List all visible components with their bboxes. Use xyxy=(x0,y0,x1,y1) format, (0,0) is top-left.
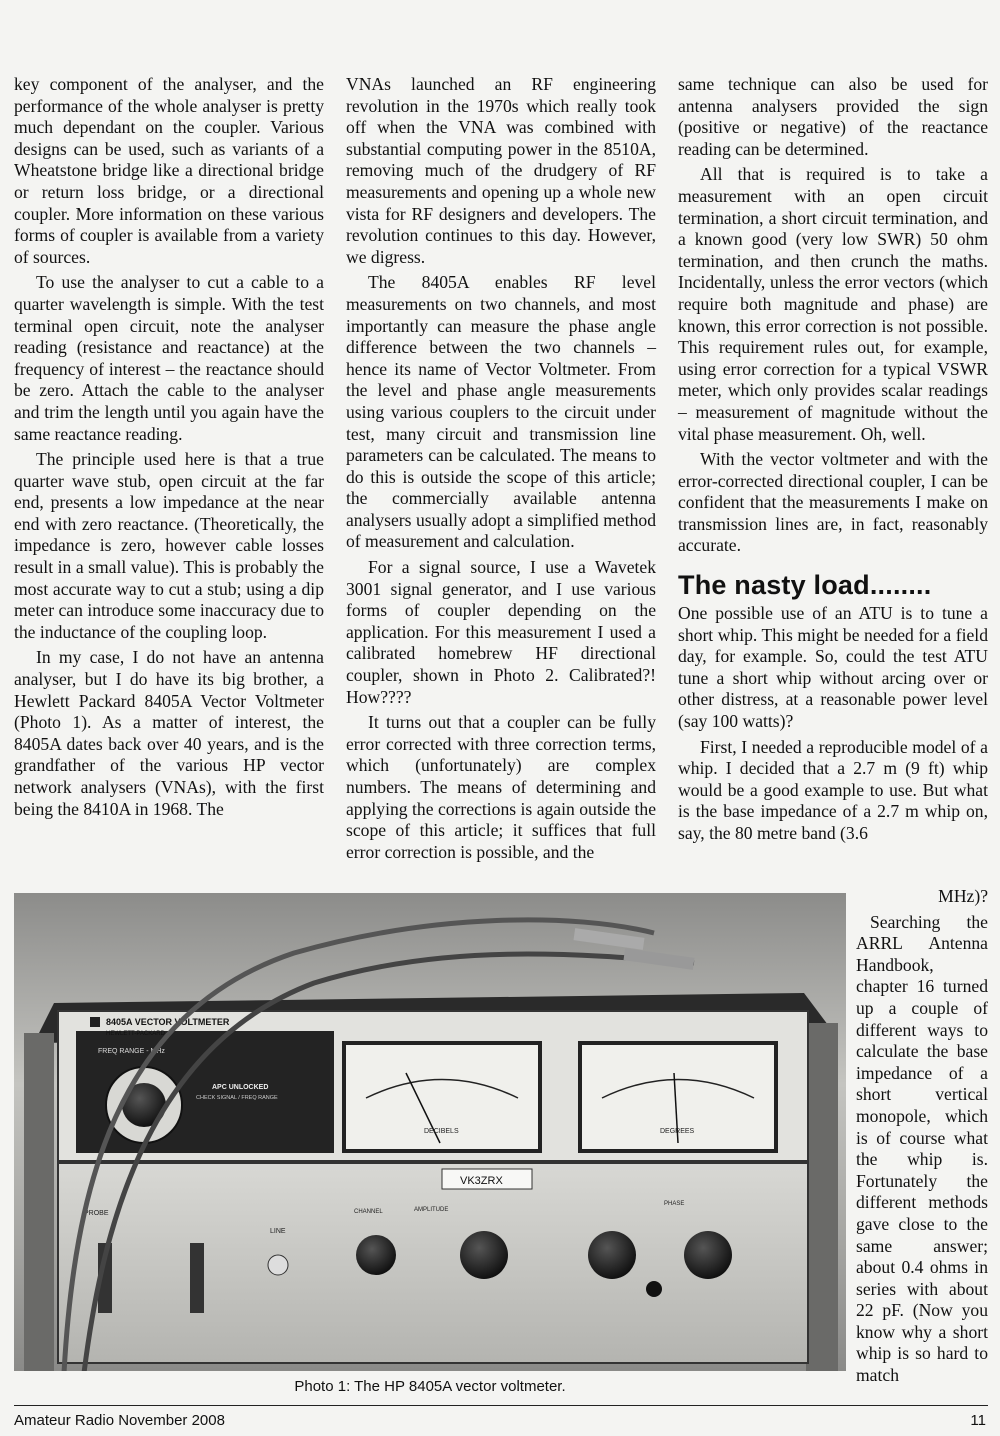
probe-label: PROBE xyxy=(84,1210,109,1217)
apc-label: APC UNLOCKED xyxy=(212,1084,269,1091)
column-1 xyxy=(14,74,324,824)
paragraph: It turns out that a coupler can be fully error corrected with three correction terms, which (unfortunately) are complex numbers. The means of determining and applying the corrections is again outside the scope of this article; it suffices that full error correction is possible, and the xyxy=(346,712,656,862)
column-2 xyxy=(346,74,656,867)
column-3 xyxy=(678,74,988,849)
paragraph: All that is required is to take a measurement with an open circuit termination, a short circuit termination, and a known good (very low SWR) 50 ohm termination, and then crunch the maths. Incidentally, unless the error vectors (which require both magnitude and phase) are known, this error correction is not possible. This requirement rules out, for example, using error correction for a typical VSWR meter, which only provides scalar readings – measurement of magnitude without the vital phase measurement. Oh, well. xyxy=(678,164,988,444)
line-label: LINE xyxy=(270,1228,286,1235)
footer-publication: Amateur Radio November 2008 xyxy=(14,1412,225,1429)
wrapped-column xyxy=(856,886,988,1391)
line-switch[interactable] xyxy=(268,1255,288,1275)
paragraph: In my case, I do not have an antenna analyser, but I do have its big brother, a Hewlett Packard 8405A Vector Voltmeter (Photo 1). As a matter of interest, the 8405A dates back over 40 years, and is the grandfather of the various HP vector network analysers (VNAs), with the first being the 8410A in 1968. The xyxy=(14,647,324,819)
paragraph: Searching the ARRL Antenna Handbook, chapter 16 turned up a couple of different ways to calculate the base impedance of a short vertical monopole, which is of course what the whip is. Fortunately the different methods gave close to the same answer; about 0.4 ohms in series with about 22 pF. (Now you know why a short whip is so hard to match xyxy=(856,911,988,1386)
channel-knob[interactable] xyxy=(356,1235,396,1275)
probe-connector-b[interactable] xyxy=(190,1243,204,1313)
paragraph: With the vector voltmeter and with the error-corrected directional coupler, I can be confident that the measurements I make on transmission lines are, in fact, reasonably accurate. xyxy=(678,449,988,556)
page-number: 11 xyxy=(970,1412,986,1429)
paragraph: The principle used here is that a true quarter wave stub, open circuit at the far end, presents a low impedance at the near end with zero reactance. (Theoretically, the impedance is zero, however cable losses result in a small value). This is probably the most accurate way to cut a stub; using a dip meter can introduce some inaccuracy due to the inductance of the coupling loop. xyxy=(14,449,324,642)
amplitude-range-knob[interactable] xyxy=(460,1231,508,1279)
amplitude-label: AMPLITUDE xyxy=(414,1207,449,1213)
paragraph: First, I needed a reproducible model of a whip. I decided that a 2.7 m (9 ft) whip would be a good example to use. But what is the base impedance of a 2.7 m whip on, say, the 80 metre band (3.6 xyxy=(678,736,988,843)
paragraph: MHz)? xyxy=(938,886,988,906)
footer-divider xyxy=(14,1405,988,1406)
decibels-label: DECIBELS xyxy=(424,1128,459,1135)
callsign-label: VK3ZRX xyxy=(460,1175,503,1187)
meter-offset-knob[interactable] xyxy=(684,1231,732,1279)
paragraph: VNAs launched an RF engineering revolution in the 1970s which really took off when the VNA was combined with substantial computing power in the 8510A, removing much of the drudgery of RF measurements and opening up a whole new vista for RF designers and developers. The revolution continues to this day. However, we digress. xyxy=(346,74,656,267)
apc-sublabel: CHECK SIGNAL / FREQ RANGE xyxy=(196,1095,278,1101)
paragraph: same technique can also be used for antenna analysers provided the sign (positive or negative) of the reactance reading can be determined. xyxy=(678,74,988,159)
phase-range-knob[interactable] xyxy=(588,1231,636,1279)
freq-range-label: FREQ RANGE - MHz xyxy=(98,1048,165,1055)
paragraph: For a signal source, I use a Wavetek 3001 signal generator, and I use various forms of coupler depending on the application. For this measurement I used a calibrated homebrew HF directional coupler, shown in Photo 2. Calibrated?! How???? xyxy=(346,557,656,707)
photo-caption: Photo 1: The HP 8405A vector voltmeter. xyxy=(294,1378,566,1395)
maker-label: HEWLETT-PACKARD xyxy=(106,1031,165,1037)
paragraph: key component of the analyser, and the performance of the whole analyser is pretty much dependant on the coupler. Various designs can be used, such as variants of a Wheatstone bridge like a directional bridge or return loss bridge, or a directional coupler. More information on these various forms of coupler is available from a variety of sources. xyxy=(14,74,324,267)
paragraph: To use the analyser to cut a cable to a quarter wavelength is simple. With the test terminal open circuit, note the analyser reading (resistance and reactance) at the frequency of interest – the reactance should be zero. Attach the cable to the analyser and trim the length until you again have the same reactance reading. xyxy=(14,272,324,444)
degrees-label: DEGREES xyxy=(660,1128,695,1135)
zero-button[interactable] xyxy=(646,1281,662,1297)
phase-label: PHASE xyxy=(664,1201,685,1207)
model-label: 8405A VECTOR VOLTMETER xyxy=(106,1017,230,1027)
channel-label: CHANNEL xyxy=(354,1209,383,1215)
paragraph: The 8405A enables RF level measurements on two channels, and most importantly can measure the phase angle difference between the two channels – hence its name of Vector Voltmeter. From the level and phase angle measurements using various couplers to the circuit under test, many circuit and transmission line parameters can be calculated. The means to do this is outside the scope of this article; the commercially available antenna analysers usually adopt a simplified method of measurement and calculation. xyxy=(346,272,656,552)
section-heading: The nasty load........ xyxy=(678,570,932,601)
photo-vector-voltmeter xyxy=(14,893,846,1371)
instrument-illustration xyxy=(14,893,846,1371)
paragraph: One possible use of an ATU is to tune a short whip. This might be needed for a field day, for example. So, could the test ATU tune a short whip without arcing over or other distress, at a reasonable power level (say 100 watts)? xyxy=(678,603,988,732)
